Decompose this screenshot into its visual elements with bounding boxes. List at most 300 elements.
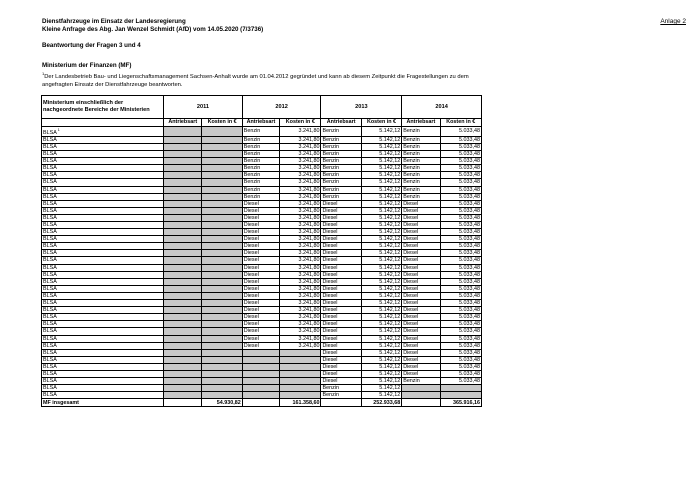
kosten-cell: 5.033,48 [440,321,481,328]
table-row [42,292,482,299]
org-cell [42,328,164,335]
kosten-cell: 3.241,80 [280,335,321,342]
table-row [42,186,482,193]
antriebsart-cell [164,349,202,356]
antriebsart-cell [164,356,202,363]
table-row [42,222,482,229]
kosten-cell: 5.142,12 [361,193,401,200]
kosten-cell: 3.241,80 [280,285,321,292]
antriebsart-cell: Diesel [321,207,361,214]
org-label: BLSA [43,165,57,172]
kosten-cell: 5.142,12 [361,222,401,229]
kosten-cell: 5.033,48 [440,222,481,229]
antriebsart-cell: Diesel [402,207,440,214]
org-label: BLSA [43,229,57,236]
org-label: BLSA [43,321,57,328]
org-cell [42,214,164,221]
antriebsart-cell: Diesel [321,356,361,363]
table-row [42,307,482,314]
org-cell [42,300,164,307]
org-label: BLSA [43,335,57,342]
antriebsart-cell: Benzin [402,172,440,179]
antriebsart-cell [164,193,202,200]
kosten-cell: 5.033,48 [440,370,481,377]
kosten-cell [202,143,242,150]
kosten-cell: 5.142,12 [361,271,401,278]
antriebsart-cell [164,314,202,321]
antriebsart-cell: Benzin [321,151,361,158]
kosten-cell [202,356,242,363]
kosten-cell: 5.033,48 [440,328,481,335]
subheader-kosten: Kosten in € [361,119,401,127]
org-label: BLSA [43,214,57,221]
kosten-cell: 5.142,12 [361,385,401,392]
antriebsart-cell: Diesel [242,335,279,342]
kosten-cell: 3.241,80 [280,300,321,307]
kosten-cell: 3.241,80 [280,172,321,179]
org-cell [42,186,164,193]
antriebsart-cell: Benzin [402,127,440,137]
org-cell [42,321,164,328]
table-row [42,136,482,143]
kosten-cell [280,370,321,377]
kosten-cell [202,243,242,250]
org-cell [42,243,164,250]
kosten-cell: 5.033,48 [440,356,481,363]
antriebsart-cell [164,250,202,257]
antriebsart-cell: Diesel [402,292,440,299]
antriebsart-cell [164,328,202,335]
antriebsart-cell [242,356,279,363]
kosten-cell: 5.033,48 [440,250,481,257]
org-label: BLSA [43,328,57,335]
antriebsart-cell [242,392,279,399]
antriebsart-cell [164,307,202,314]
kosten-cell: 5.033,48 [440,214,481,221]
kosten-cell: 5.033,48 [440,179,481,186]
kosten-cell: 5.033,48 [440,151,481,158]
org-cell [42,127,164,137]
org-label: BLSA [43,349,57,356]
org-label: BLSA [43,264,57,271]
antriebsart-cell [164,136,202,143]
antriebsart-cell: Diesel [321,264,361,271]
org-label: BLSA [43,250,57,257]
table-row [42,335,482,342]
antriebsart-cell: Benzin [402,136,440,143]
org-label: BLSA [43,243,57,250]
antriebsart-cell [164,335,202,342]
antriebsart-cell: Diesel [402,285,440,292]
antriebsart-cell: Diesel [321,257,361,264]
antriebsart-cell [164,200,202,207]
antriebsart-cell: Diesel [402,370,440,377]
org-label: BLSA [43,292,57,299]
table-row [42,151,482,158]
total-2014: 365.916,16 [440,399,481,407]
kosten-cell [202,314,242,321]
subheader-antriebsart: Antriebsart [164,119,202,127]
antriebsart-cell: Diesel [242,285,279,292]
kosten-cell [202,321,242,328]
kosten-cell: 5.033,48 [440,292,481,299]
antriebsart-cell [164,271,202,278]
org-label: BLSA [43,207,57,214]
antriebsart-cell: Diesel [242,264,279,271]
antriebsart-cell: Diesel [242,342,279,349]
table-row [42,243,482,250]
antriebsart-cell: Benzin [402,143,440,150]
kosten-cell: 3.241,80 [280,271,321,278]
kosten-cell [280,363,321,370]
antriebsart-cell [164,179,202,186]
org-cell [42,136,164,143]
table-row [42,300,482,307]
kosten-cell: 5.142,12 [361,356,401,363]
footnote-mark: 1 [42,71,45,76]
antriebsart-cell: Benzin [242,151,279,158]
org-cell [42,143,164,150]
kosten-cell [440,392,481,399]
antriebsart-cell: Diesel [321,229,361,236]
kosten-cell: 5.142,12 [361,250,401,257]
org-cell [42,307,164,314]
row-footnote-mark: 1 [57,128,60,132]
total-2013: 252.933,68 [361,399,401,407]
total-cell [321,399,361,407]
org-label: BLSA [43,278,57,285]
antriebsart-cell: Diesel [321,342,361,349]
antriebsart-cell [164,127,202,137]
antriebsart-cell: Benzin [242,165,279,172]
org-cell [42,250,164,257]
kosten-cell [202,285,242,292]
inquiry-reference: Kleine Anfrage des Abg. Jan Wenzel Schmidt (AfD) vom 14.05.2020 (7/3736) [42,26,264,33]
kosten-cell: 3.241,80 [280,292,321,299]
kosten-cell: 5.033,48 [440,229,481,236]
antriebsart-cell [164,243,202,250]
org-cell [42,165,164,172]
ministry-heading: Ministerium der Finanzen (MF) [42,62,132,69]
table-row [42,172,482,179]
antriebsart-cell [164,158,202,165]
subheader-antriebsart: Antriebsart [242,119,279,127]
antriebsart-cell: Benzin [242,158,279,165]
antriebsart-cell: Diesel [242,200,279,207]
org-label: BLSA [43,143,57,150]
org-cell [42,271,164,278]
antriebsart-cell: Benzin [321,193,361,200]
label-header: Ministerium einschließlich der nachgeordnete Bereiche der Ministerien [42,96,164,119]
antriebsart-cell [164,222,202,229]
subheader-antriebsart: Antriebsart [321,119,361,127]
antriebsart-cell: Diesel [321,300,361,307]
antriebsart-cell: Diesel [402,342,440,349]
antriebsart-cell: Diesel [242,250,279,257]
antriebsart-cell: Benzin [321,392,361,399]
kosten-cell: 3.241,80 [280,236,321,243]
org-cell [42,285,164,292]
table-row [42,356,482,363]
kosten-cell: 5.033,48 [440,342,481,349]
table-row [42,271,482,278]
kosten-cell: 3.241,80 [280,136,321,143]
org-label: BLSA [43,136,57,143]
table-row [42,229,482,236]
kosten-cell [202,186,242,193]
antriebsart-cell: Diesel [402,257,440,264]
org-cell [42,278,164,285]
antriebsart-cell [242,385,279,392]
table-row [42,179,482,186]
table-row [42,349,482,356]
kosten-cell [202,229,242,236]
antriebsart-cell [164,363,202,370]
kosten-cell: 5.142,12 [361,300,401,307]
antriebsart-cell [164,151,202,158]
kosten-cell: 3.241,80 [280,328,321,335]
org-cell [42,356,164,363]
org-cell [42,172,164,179]
kosten-cell [280,349,321,356]
kosten-cell [280,385,321,392]
kosten-cell: 3.241,80 [280,264,321,271]
table-row [42,385,482,392]
kosten-cell: 5.142,12 [361,321,401,328]
kosten-cell: 5.033,48 [440,136,481,143]
kosten-cell [202,370,242,377]
org-cell [42,363,164,370]
org-cell [42,335,164,342]
kosten-cell: 5.142,12 [361,307,401,314]
antriebsart-cell: Diesel [242,222,279,229]
org-label: BLSA [43,307,57,314]
org-cell [42,151,164,158]
kosten-cell: 3.241,80 [280,342,321,349]
antriebsart-cell: Diesel [242,214,279,221]
kosten-cell: 5.142,12 [361,207,401,214]
antriebsart-cell: Diesel [242,243,279,250]
org-cell [42,292,164,299]
antriebsart-cell [164,278,202,285]
kosten-cell: 5.142,12 [361,342,401,349]
antriebsart-cell: Diesel [402,328,440,335]
kosten-cell: 5.033,48 [440,165,481,172]
org-cell [42,222,164,229]
table-row [42,342,482,349]
antriebsart-cell: Benzin [321,136,361,143]
kosten-cell: 5.033,48 [440,158,481,165]
table-row [42,158,482,165]
table-row [42,370,482,377]
kosten-cell: 3.241,80 [280,207,321,214]
kosten-cell: 5.033,48 [440,314,481,321]
kosten-cell: 3.241,80 [280,314,321,321]
kosten-cell [202,193,242,200]
antriebsart-cell: Diesel [321,250,361,257]
antriebsart-cell: Diesel [402,264,440,271]
org-cell [42,314,164,321]
kosten-cell: 5.033,48 [440,300,481,307]
kosten-cell [202,257,242,264]
subheader-empty [42,119,164,127]
antriebsart-cell: Benzin [242,193,279,200]
table-row [42,328,482,335]
subheader-kosten: Kosten in € [202,119,242,127]
kosten-cell [202,300,242,307]
kosten-cell: 3.241,80 [280,214,321,221]
antriebsart-cell: Benzin [321,158,361,165]
answer-subtitle: Beantwortung der Fragen 3 und 4 [42,42,141,49]
total-cell [242,399,279,407]
kosten-cell: 5.142,12 [361,143,401,150]
subheader-antriebsart: Antriebsart [402,119,440,127]
kosten-cell: 5.142,12 [361,349,401,356]
table-row [42,264,482,271]
kosten-cell [202,222,242,229]
kosten-cell [440,385,481,392]
antriebsart-cell: Diesel [402,229,440,236]
table-row [42,250,482,257]
table-row [42,278,482,285]
antriebsart-cell: Diesel [321,271,361,278]
antriebsart-cell: Diesel [321,243,361,250]
antriebsart-cell: Diesel [402,363,440,370]
antriebsart-cell: Benzin [321,172,361,179]
kosten-cell: 5.033,48 [440,200,481,207]
antriebsart-cell: Diesel [242,229,279,236]
antriebsart-cell: Diesel [402,250,440,257]
table-row [42,207,482,214]
kosten-cell: 5.033,48 [440,193,481,200]
org-label: BLSA [43,222,57,229]
org-label: BLSA [43,385,57,392]
antriebsart-cell [164,342,202,349]
total-row [42,399,482,407]
table-row [42,257,482,264]
antriebsart-cell [164,257,202,264]
kosten-cell: 5.142,12 [361,378,401,385]
antriebsart-cell: Diesel [402,321,440,328]
antriebsart-cell: Benzin [402,193,440,200]
kosten-cell [202,392,242,399]
org-label: BLSA [43,236,57,243]
table-row [42,314,482,321]
antriebsart-cell: Diesel [402,243,440,250]
antriebsart-cell: Diesel [402,214,440,221]
org-cell [42,370,164,377]
org-label: BLSA [43,129,57,136]
org-cell [42,349,164,356]
kosten-cell [202,278,242,285]
kosten-cell [202,151,242,158]
antriebsart-cell: Diesel [242,257,279,264]
antriebsart-cell [164,370,202,377]
org-cell [42,378,164,385]
antriebsart-cell: Diesel [402,335,440,342]
kosten-cell: 5.033,48 [440,186,481,193]
kosten-cell: 5.033,48 [440,378,481,385]
kosten-cell: 5.142,12 [361,335,401,342]
kosten-cell: 5.033,48 [440,363,481,370]
antriebsart-cell: Diesel [402,307,440,314]
year-header-2013: 2013 [321,96,402,119]
antriebsart-cell: Diesel [402,222,440,229]
table-row [42,321,482,328]
kosten-cell: 3.241,80 [280,250,321,257]
kosten-cell: 5.142,12 [361,285,401,292]
kosten-cell [202,207,242,214]
antriebsart-cell: Diesel [321,314,361,321]
kosten-cell [202,179,242,186]
antriebsart-cell: Diesel [321,292,361,299]
antriebsart-cell: Diesel [321,328,361,335]
kosten-cell: 5.033,48 [440,264,481,271]
kosten-cell: 5.033,48 [440,335,481,342]
vehicle-cost-table [41,95,482,407]
kosten-cell: 3.241,80 [280,257,321,264]
kosten-cell: 3.241,80 [280,278,321,285]
kosten-cell [202,172,242,179]
org-cell [42,385,164,392]
antriebsart-cell [164,300,202,307]
org-label: BLSA [43,257,57,264]
antriebsart-cell [164,236,202,243]
antriebsart-cell: Diesel [321,321,361,328]
kosten-cell [202,328,242,335]
footnote-text: Der Landesbetrieb Bau- und Liegenschaftsmanagement Sachsen-Anhalt wurde am 01.04.2012 gegründet und kann ab diesem Zeitpunkt die Fragestellungen zu dem angefragten Einsatz der Dienstfahrzeuge beantworten. [42,73,469,88]
antriebsart-cell: Diesel [321,200,361,207]
antriebsart-cell [164,292,202,299]
kosten-cell [280,356,321,363]
org-label: BLSA [43,158,57,165]
kosten-cell: 5.033,48 [440,285,481,292]
kosten-cell: 5.033,48 [440,307,481,314]
org-cell [42,200,164,207]
org-cell [42,257,164,264]
kosten-cell [202,378,242,385]
kosten-cell [202,200,242,207]
kosten-cell: 3.241,80 [280,243,321,250]
kosten-cell [202,236,242,243]
antriebsart-cell: Benzin [402,378,440,385]
org-cell [42,342,164,349]
kosten-cell [202,214,242,221]
kosten-cell [202,335,242,342]
kosten-cell: 5.142,12 [361,236,401,243]
kosten-cell: 5.142,12 [361,363,401,370]
org-label: BLSA [43,314,57,321]
kosten-cell: 3.241,80 [280,186,321,193]
kosten-cell: 5.142,12 [361,186,401,193]
antriebsart-cell: Diesel [321,285,361,292]
antriebsart-cell: Diesel [321,222,361,229]
year-header-2012: 2012 [242,96,321,119]
antriebsart-cell: Diesel [402,200,440,207]
antriebsart-cell: Benzin [321,186,361,193]
table-row [42,143,482,150]
antriebsart-cell: Diesel [321,349,361,356]
antriebsart-cell [164,214,202,221]
org-label: BLSA [43,179,57,186]
antriebsart-cell: Benzin [242,143,279,150]
kosten-cell: 3.241,80 [280,200,321,207]
org-label: BLSA [43,186,57,193]
kosten-cell: 5.033,48 [440,243,481,250]
table-row [42,193,482,200]
kosten-cell [202,158,242,165]
org-cell [42,264,164,271]
